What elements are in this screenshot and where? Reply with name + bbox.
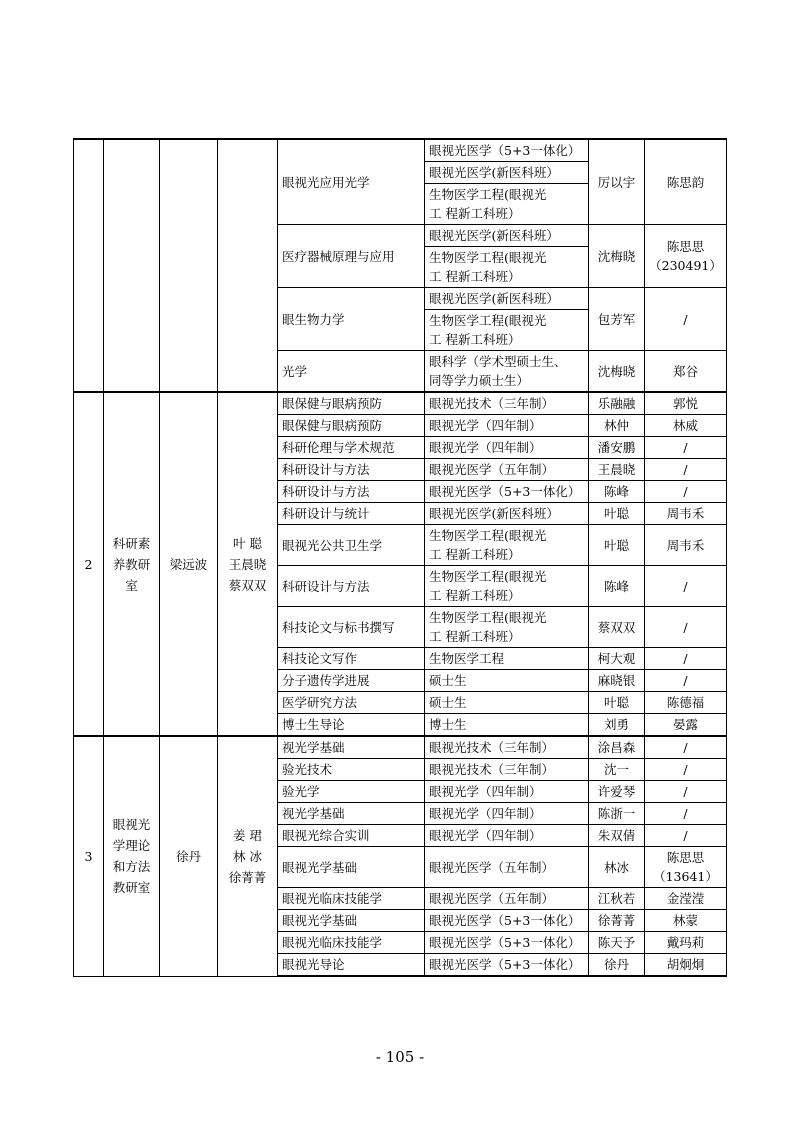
teacher-cell: 沈梅晓 xyxy=(589,225,645,288)
assistant-cell: / xyxy=(645,825,727,847)
course-cell: 眼视光导论 xyxy=(278,954,425,977)
assistant-cell: / xyxy=(645,437,727,459)
course-cell: 科技论文与标书撰写 xyxy=(278,607,425,648)
assistant-cell: 郭悦 xyxy=(645,392,727,415)
major-cell: 生物医学工程(眼视光 工 程新工科班） xyxy=(425,310,589,351)
assistant-cell: 胡炯炯 xyxy=(645,954,727,977)
group-number-cell: 3 xyxy=(74,736,104,976)
major-cell: 眼视光学（四年制） xyxy=(425,825,589,847)
teacher-cell: 朱双倩 xyxy=(589,825,645,847)
member-name: 林 冰 xyxy=(233,848,262,864)
major-cell: 眼视光医学（5+3一体化） xyxy=(425,910,589,932)
course-cell: 眼视光公共卫生学 xyxy=(278,525,425,566)
major-cell: 眼视光医学（5+3一体化） xyxy=(425,481,589,503)
major-cell: 眼视光医学（5+3一体化） xyxy=(425,139,589,162)
course-cell: 视光学基础 xyxy=(278,803,425,825)
course-cell: 科研设计与方法 xyxy=(278,566,425,607)
assistant-cell: 陈思韵 xyxy=(645,139,727,225)
assistant-cell: 周韦禾 xyxy=(645,503,727,525)
table-row xyxy=(74,736,727,759)
assistant-cell: 林蒙 xyxy=(645,910,727,932)
teacher-cell: 潘安鹏 xyxy=(589,437,645,459)
course-cell: 眼保健与眼病预防 xyxy=(278,415,425,437)
course-cell: 科技论文写作 xyxy=(278,648,425,670)
assistant-cell: / xyxy=(645,607,727,648)
teacher-cell: 涂昌森 xyxy=(589,736,645,759)
teacher-cell: 陈峰 xyxy=(589,481,645,503)
assistant-cell: 陈思思 （230491） xyxy=(645,225,727,288)
members-cell xyxy=(218,139,278,392)
major-cell: 眼视光技术（三年制） xyxy=(425,392,589,415)
major-cell: 眼视光医学（五年制） xyxy=(425,459,589,481)
course-cell: 眼保健与眼病预防 xyxy=(278,392,425,415)
assistant-cell: 陈思思 （13641） xyxy=(645,847,727,888)
major-cell: 眼视光医学(新医科班） xyxy=(425,288,589,310)
assistant-cell: / xyxy=(645,566,727,607)
course-cell: 医疗器械原理与应用 xyxy=(278,225,425,288)
teacher-cell: 许爱琴 xyxy=(589,781,645,803)
assistant-cell: / xyxy=(645,803,727,825)
assistant-cell: / xyxy=(645,648,727,670)
teacher-cell: 徐菁菁 xyxy=(589,910,645,932)
teacher-cell: 叶聪 xyxy=(589,503,645,525)
member-name: 蔡双双 xyxy=(228,577,267,593)
major-cell: 眼视光医学（五年制） xyxy=(425,888,589,910)
teacher-cell: 陈浙一 xyxy=(589,803,645,825)
course-cell: 验光学 xyxy=(278,781,425,803)
group-number-cell xyxy=(74,139,104,392)
teacher-cell: 沈一 xyxy=(589,759,645,781)
major-cell: 眼视光医学(新医科班） xyxy=(425,162,589,184)
teacher-cell: 包芳军 xyxy=(589,288,645,351)
teacher-cell: 林冰 xyxy=(589,847,645,888)
major-cell: 眼视光学（四年制） xyxy=(425,803,589,825)
member-name: 叶 聪 xyxy=(233,535,262,551)
teacher-cell: 乐融融 xyxy=(589,392,645,415)
major-cell: 眼视光医学（五年制） xyxy=(425,847,589,888)
teacher-cell: 沈梅晓 xyxy=(589,351,645,393)
member-name: 姜 珺 xyxy=(233,827,262,843)
assistant-cell: 晏露 xyxy=(645,714,727,737)
members-cell xyxy=(218,392,278,736)
major-cell: 生物医学工程(眼视光 工 程新工科班） xyxy=(425,607,589,648)
member-name: 徐菁菁 xyxy=(228,869,267,885)
department-cell: 科研素 养教研 室 xyxy=(104,392,160,736)
course-cell: 眼视光临床技能学 xyxy=(278,888,425,910)
course-assignment-table xyxy=(73,138,727,977)
course-cell: 视光学基础 xyxy=(278,736,425,759)
major-cell: 博士生 xyxy=(425,714,589,737)
assistant-cell: / xyxy=(645,288,727,351)
assistant-cell: / xyxy=(645,459,727,481)
teacher-cell: 厉以宇 xyxy=(589,139,645,225)
table-row xyxy=(74,139,727,162)
major-cell: 硕士生 xyxy=(425,670,589,692)
assistant-cell: 戴玛莉 xyxy=(645,932,727,954)
course-cell: 眼视光学基础 xyxy=(278,847,425,888)
teacher-cell: 徐丹 xyxy=(589,954,645,977)
members-cell xyxy=(218,736,278,976)
table-row xyxy=(74,392,727,415)
course-cell: 科研设计与统计 xyxy=(278,503,425,525)
major-cell: 眼视光技术（三年制） xyxy=(425,759,589,781)
course-cell: 眼生物力学 xyxy=(278,288,425,351)
major-cell: 眼视光医学（5+3一体化） xyxy=(425,932,589,954)
course-cell: 验光技术 xyxy=(278,759,425,781)
assistant-cell: 周韦禾 xyxy=(645,525,727,566)
assistant-cell: / xyxy=(645,670,727,692)
teacher-cell: 林仲 xyxy=(589,415,645,437)
major-cell: 生物医学工程(眼视光 工 程新工科班） xyxy=(425,525,589,566)
major-cell: 眼视光学（四年制） xyxy=(425,437,589,459)
major-cell: 眼视光医学(新医科班） xyxy=(425,225,589,247)
course-cell: 光学 xyxy=(278,351,425,393)
head-cell: 徐丹 xyxy=(160,736,218,976)
major-cell: 眼视光技术（三年制） xyxy=(425,736,589,759)
teacher-cell: 蔡双双 xyxy=(589,607,645,648)
teacher-cell: 叶聪 xyxy=(589,525,645,566)
major-cell: 生物医学工程(眼视光 工 程新工科班） xyxy=(425,247,589,288)
table-body xyxy=(74,139,727,976)
teacher-cell: 陈天予 xyxy=(589,932,645,954)
course-cell: 科研伦理与学术规范 xyxy=(278,437,425,459)
member-name: 王晨晓 xyxy=(228,556,267,572)
head-cell: 梁远波 xyxy=(160,392,218,736)
teacher-cell: 叶聪 xyxy=(589,692,645,714)
course-cell: 博士生导论 xyxy=(278,714,425,737)
major-cell: 硕士生 xyxy=(425,692,589,714)
major-cell: 眼视光学（四年制） xyxy=(425,415,589,437)
assistant-cell: / xyxy=(645,736,727,759)
teacher-cell: 陈峰 xyxy=(589,566,645,607)
major-cell: 生物医学工程(眼视光 工 程新工科班） xyxy=(425,566,589,607)
major-cell: 眼科学（学术型硕士生、 同等学力硕士生） xyxy=(425,351,589,393)
major-cell: 生物医学工程 xyxy=(425,648,589,670)
teacher-cell: 刘勇 xyxy=(589,714,645,737)
teacher-cell: 柯大观 xyxy=(589,648,645,670)
assistant-cell: 金滢滢 xyxy=(645,888,727,910)
department-cell xyxy=(104,139,160,392)
course-cell: 眼视光临床技能学 xyxy=(278,932,425,954)
major-cell: 眼视光医学（5+3一体化） xyxy=(425,954,589,977)
department-cell: 眼视光 学理论 和方法 教研室 xyxy=(104,736,160,976)
course-cell: 眼视光应用光学 xyxy=(278,139,425,225)
major-cell: 眼视光学（四年制） xyxy=(425,781,589,803)
head-cell xyxy=(160,139,218,392)
teacher-cell: 麻晓银 xyxy=(589,670,645,692)
course-cell: 科研设计与方法 xyxy=(278,459,425,481)
course-cell: 眼视光综合实训 xyxy=(278,825,425,847)
assistant-cell: / xyxy=(645,481,727,503)
page-number: - 105 - xyxy=(375,1048,425,1066)
major-cell: 生物医学工程(眼视光 工 程新工科班） xyxy=(425,184,589,225)
assistant-cell: 陈德福 xyxy=(645,692,727,714)
course-cell: 分子遗传学进展 xyxy=(278,670,425,692)
course-cell: 眼视光学基础 xyxy=(278,910,425,932)
major-cell: 眼视光医学(新医科班） xyxy=(425,503,589,525)
teacher-cell: 王晨晓 xyxy=(589,459,645,481)
assistant-cell: / xyxy=(645,759,727,781)
group-number-cell: 2 xyxy=(74,392,104,736)
assistant-cell: / xyxy=(645,781,727,803)
assistant-cell: 林威 xyxy=(645,415,727,437)
course-cell: 科研设计与方法 xyxy=(278,481,425,503)
assistant-cell: 郑谷 xyxy=(645,351,727,393)
course-cell: 医学研究方法 xyxy=(278,692,425,714)
teacher-cell: 江秋若 xyxy=(589,888,645,910)
